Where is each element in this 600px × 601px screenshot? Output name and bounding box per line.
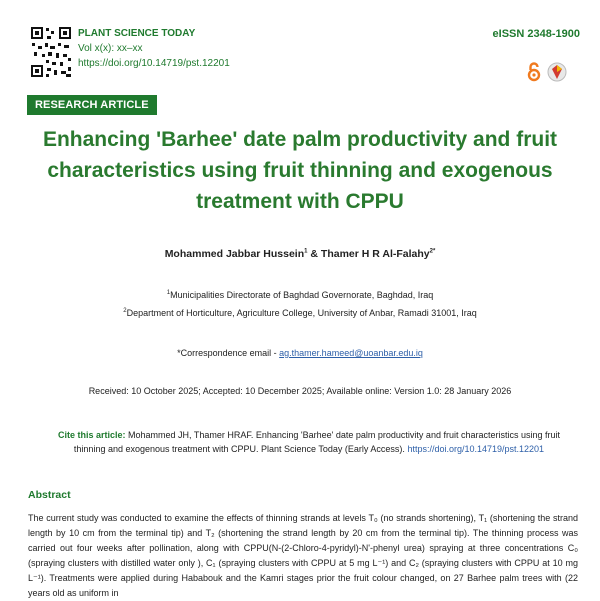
correspondence-email-link[interactable]: ag.thamer.hameed@uoanbar.edu.iq [279,348,423,358]
author-list [0,248,600,260]
affiliation-2 [0,308,600,318]
qr-code [30,26,72,78]
citation-label: Cite this article: [57,430,126,440]
author-name: Thamer H R Al-Falahy [320,248,430,260]
author-affil-mark: 2* [429,248,436,255]
open-access-icon[interactable] [527,62,541,82]
affiliation-text: Municipalities Directorate of Baghdad Governorate, Baghdad, Iraq [170,290,434,300]
article-title: Enhancing 'Barhee' date palm productivity and fruit characteristics using fruit thinning and exogenous treatment with CPPU [42,128,558,213]
affiliation-text: Department of Horticulture, Agriculture College, University of Anbar, Ramadi 31001, Iraq [126,308,477,318]
eissn: eISSN 2348-1900 [492,28,580,40]
article-type-badge: RESEARCH ARTICLE [27,95,157,115]
correspondence [0,348,600,358]
correspondence-label: *Correspondence email - [177,348,277,358]
header-icons [527,62,567,82]
affiliation-mark: 2 [123,308,127,314]
header-doi-link[interactable]: https://doi.org/10.14719/pst.12201 [78,58,230,69]
journal-header [78,26,230,71]
citation-text: Mohammed JH, Thamer HRAF. Enhancing 'Barhee' date palm productivity and fruit characteristics using fruit thinning and exogenous treatment with CPPU. Plant Science Today (Early Access). [73,430,560,454]
crossmark-icon[interactable] [547,62,567,82]
author-name: Mohammed Jabbar Hussein [164,248,305,260]
affiliation-1 [0,290,600,300]
journal-name: PLANT SCIENCE TODAY [78,28,196,39]
author-affil-mark: 1 [304,248,308,255]
abstract-heading: Abstract [28,489,71,501]
citation-doi-link[interactable]: https://doi.org/10.14719/pst.12201 [407,444,545,454]
affiliation-mark: 1 [166,290,171,296]
author-separator: & [307,248,321,260]
citation-block [44,428,574,456]
journal-volume: Vol x(x): xx–xx [78,43,143,54]
article-dates: Received: 10 October 2025; Accepted: 10 December 2025; Available online: Version 1.0: 28 January 2026 [88,386,512,396]
abstract-text: The current study was conducted to examine the effects of thinning strands at levels T₀ (no strands shortening), T₁ (shortening the strand length by 10 cm from the terminal tip) and T₂ (shortening the strand length by 20 cm from the terminal tip). The thinning process was carried out four weeks after pollination, along with CPPU(N-(2-Chloro-4-pyridyl)-N'-phenyl urea) spraying at three concentrations C₀ (spraying clusters with distilled water only ), C₁ (spraying clusters with CPPU at 5 mg L⁻¹) and C₂ (spraying clusters with CPPU at 10 mg L⁻¹). Treatments were applied during Hababouk and the Kamri stages prior the fruit colour changed, on 27 Barhee palm trees with (22 years old as uniform in [28,513,578,598]
